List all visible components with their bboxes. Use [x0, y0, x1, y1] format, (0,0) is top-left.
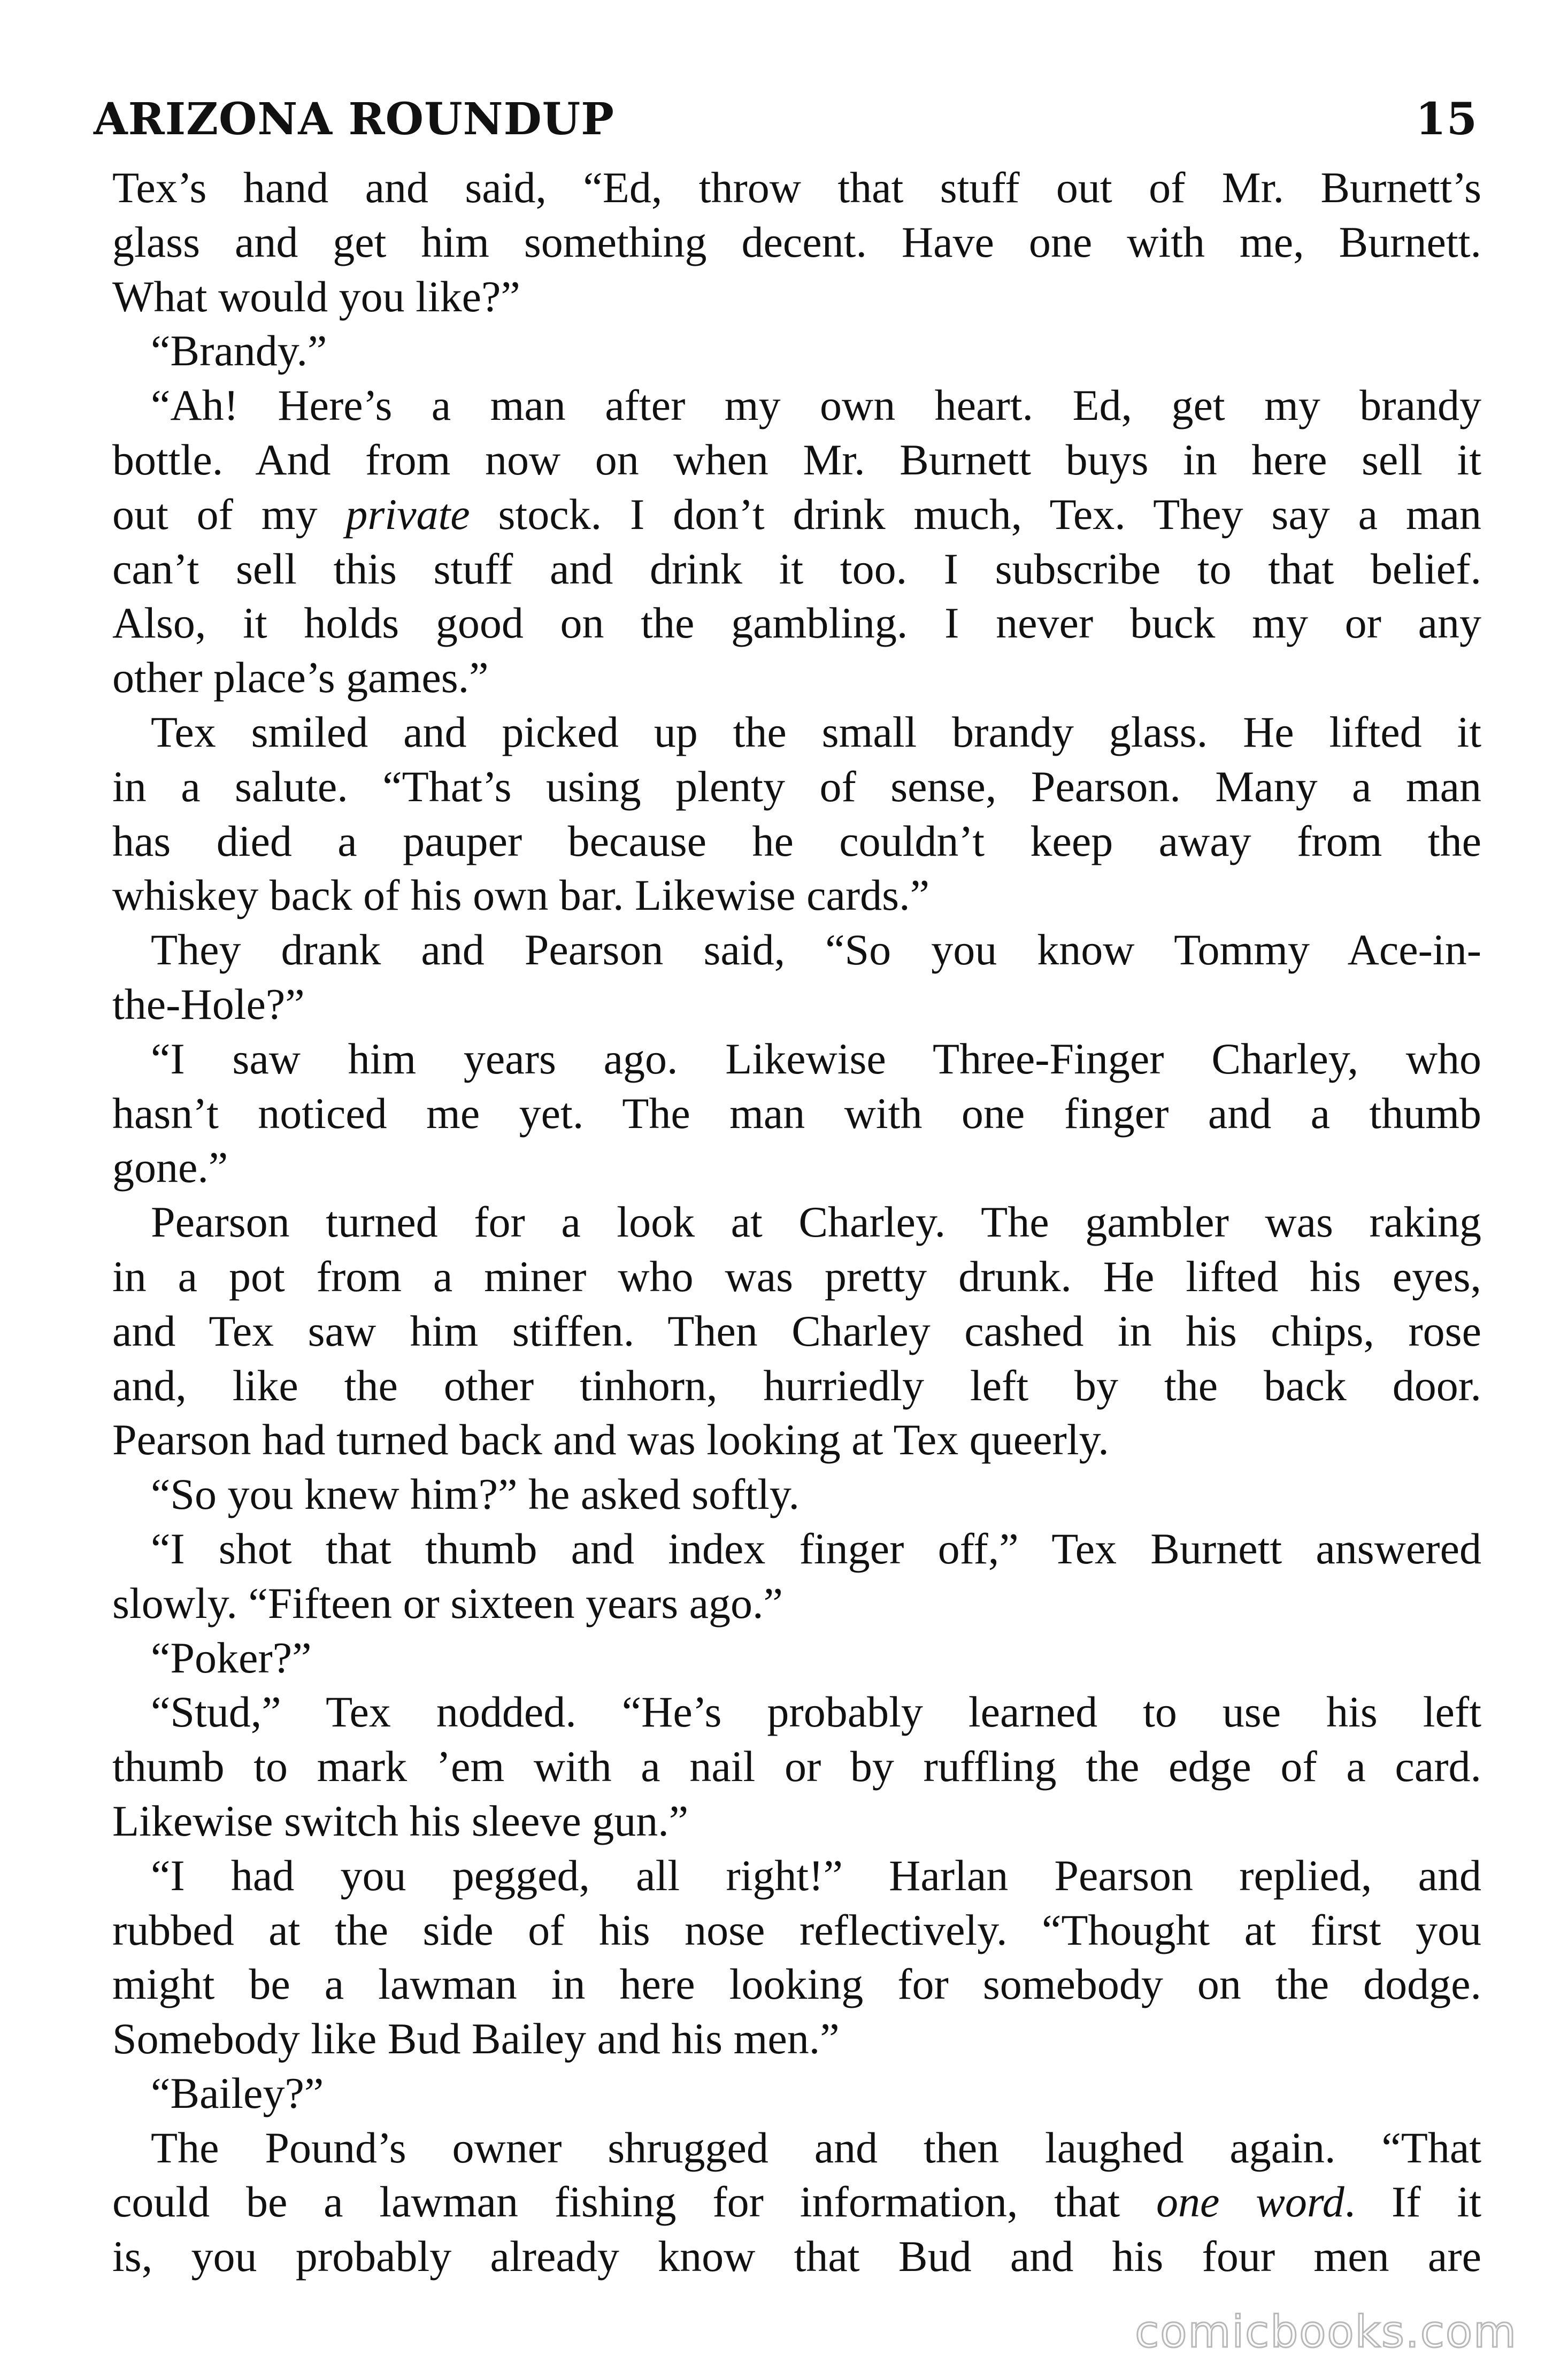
- text-line: Also, it holds good on the gambling. I never buck my or any: [112, 598, 1481, 648]
- text-run: could be a lawman fishing for information, that: [112, 2177, 1156, 2227]
- text-line: They drank and Pearson said, “So you know Tommy Ace-in-: [151, 925, 1481, 974]
- text-line: “Stud,” Tex nodded. “He’s probably learned to use his left: [151, 1687, 1481, 1737]
- text-line: can’t sell this stuff and drink it too. I subscribe to that belief.: [112, 544, 1481, 593]
- page-number: 15: [1415, 94, 1478, 145]
- text-line: Likewise switch his sleeve gun.”: [112, 1796, 689, 1845]
- text-line: “Poker?”: [151, 1633, 312, 1682]
- text-line: “I saw him years ago. Likewise Three-Finger Charley, who: [151, 1034, 1481, 1083]
- text-line: “I shot that thumb and index finger off,” Tex Burnett answered: [151, 1524, 1481, 1573]
- text-line: Tex smiled and picked up the small brandy glass. He lifted it: [151, 707, 1481, 756]
- text-line: might be a lawman in here looking for somebody on the dodge.: [112, 1960, 1481, 2009]
- text-line: “Ah! Here’s a man after my own heart. Ed, get my brandy: [151, 381, 1481, 430]
- text-run: out of my: [112, 489, 346, 539]
- text-line: slowly. “Fifteen or sixteen years ago.”: [112, 1578, 783, 1628]
- text-line: [112, 487, 1481, 542]
- text-line: has died a pauper because he couldn’t keep away from the: [112, 816, 1481, 865]
- running-head: [94, 94, 1478, 152]
- text-line: Pearson turned for a look at Charley. The gambler was raking: [151, 1198, 1481, 1247]
- text-line: glass and get him something decent. Have one with me, Burnett.: [112, 217, 1481, 266]
- text-line: and, like the other tinhorn, hurriedly left by the back door.: [112, 1361, 1481, 1410]
- text-line: thumb to mark ’em with a nail or by ruffling the edge of a card.: [112, 1742, 1481, 1791]
- text-line: [112, 2175, 1481, 2229]
- text-line: “I had you pegged, all right!” Harlan Pearson replied, and: [151, 1851, 1481, 1900]
- text-line: and Tex saw him stiffen. Then Charley cashed in his chips, rose: [112, 1306, 1481, 1355]
- text-run: . If it: [1344, 2177, 1481, 2227]
- text-line: whiskey back of his own bar. Likewise cards.”: [112, 871, 929, 920]
- text-line: is, you probably already know that Bud and his four men are: [112, 2232, 1481, 2281]
- text-line: rubbed at the side of his nose reflectively. “Thought at first you: [112, 1905, 1481, 1954]
- text-line: Somebody like Bud Bailey and his men.”: [112, 2014, 840, 2063]
- text-line: Tex’s hand and said, “Ed, throw that stuff out of Mr. Burnett’s: [112, 163, 1481, 212]
- text-line: “Brandy.”: [151, 326, 327, 375]
- text-line: What would you like?”: [112, 272, 520, 321]
- watermark: comicbooks.com: [1135, 2307, 1517, 2358]
- text-line: other place’s games.”: [112, 653, 489, 702]
- italic-text: private: [345, 489, 470, 539]
- text-line: the-Hole?”: [112, 979, 305, 1029]
- running-title: ARIZONA ROUNDUP: [94, 94, 614, 145]
- text-line: “Bailey?”: [151, 2068, 324, 2117]
- text-line: hasn’t noticed me yet. The man with one finger and a thumb: [112, 1088, 1481, 1138]
- text-run: stock. I don’t drink much, Tex. They say a man: [470, 489, 1481, 539]
- text-line: in a salute. “That’s using plenty of sense, Pearson. Many a man: [112, 762, 1481, 811]
- text-line: Pearson had turned back and was looking at Tex queerly.: [112, 1415, 1109, 1464]
- text-line: in a pot from a miner who was pretty drunk. He lifted his eyes,: [112, 1252, 1481, 1301]
- body-text: [112, 160, 1481, 2284]
- italic-text: one word: [1156, 2177, 1344, 2227]
- text-line: The Pound’s owner shrugged and then laughed again. “That: [151, 2123, 1481, 2172]
- text-line: gone.”: [112, 1143, 228, 1192]
- text-line: bottle. And from now on when Mr. Burnett buys in here sell it: [112, 435, 1481, 484]
- text-line: “So you knew him?” he asked softly.: [151, 1470, 800, 1519]
